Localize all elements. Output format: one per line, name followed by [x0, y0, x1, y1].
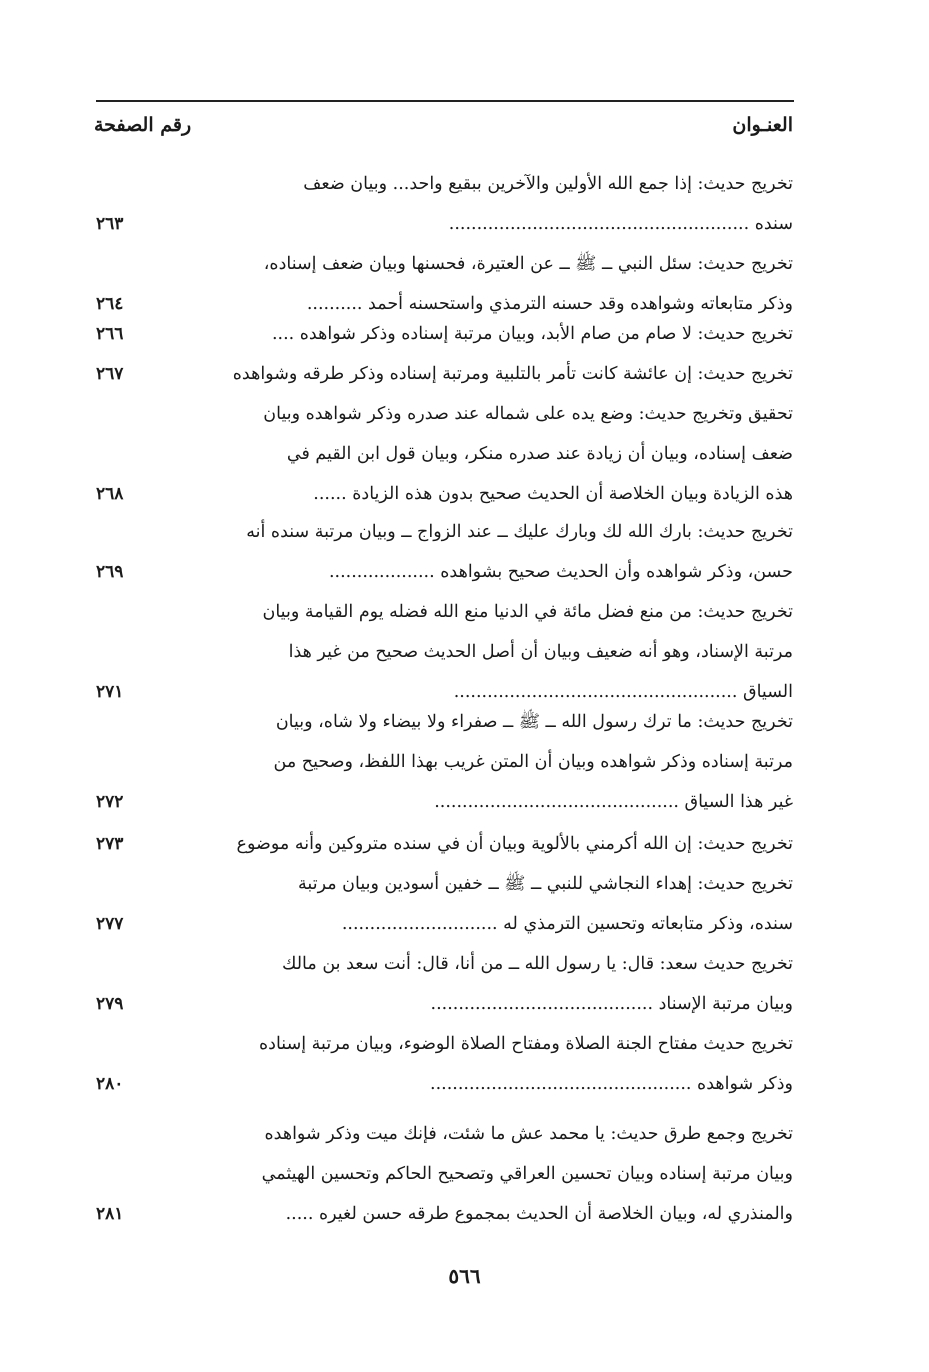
- toc-entry-page: ٢٦٧: [96, 364, 124, 384]
- toc-entry-text: تخريج حديث: بارك الله لك وبارك عليك ــ عند الزواج ــ وبيان مرتبة سنده أنه: [246, 522, 793, 542]
- toc-entry-text: حسن، وذكر شواهده وأن الحديث صحيح بشواهده ...................: [328, 562, 793, 582]
- toc-entry-text: تخريج حديث: من منع فضل مائة في الدنيا منع الله فضله يوم القيامة وبيان: [262, 602, 793, 622]
- toc-entry-page: ٢٨٠: [96, 1074, 124, 1094]
- toc-entry-text: تخريج حديث سعد: قال: يا رسول الله ــ من أنا، قال: أنت سعد بن مالك: [281, 954, 793, 974]
- toc-entry-text: تخريج حديث: سئل النبي ــ ﷺ ــ عن العتيرة، فحسنها وبيان ضعف إسناده،: [263, 254, 793, 274]
- toc-entry-text: تخريج حديث: إذا جمع الله الأولين والآخرين ببقيع واحد... وبيان ضعف: [303, 174, 793, 194]
- toc-entry-text: وذكر شواهده ...............................................: [430, 1074, 793, 1094]
- toc-entry-text: هذه الزيادة وبيان الخلاصة أن الحديث صحيح بدون هذه الزيادة ......: [313, 484, 793, 504]
- toc-entry-text: ضعف إسناده، وبيان أن زيادة عند صدره منكر، وبيان قول ابن القيم في: [286, 444, 793, 464]
- toc-entry-text: والمنذري له، وبيان الخلاصة أن الحديث بمجموع طرقه حسن لغيره .....: [285, 1204, 793, 1224]
- toc-entry-text: تخريج حديث: إن الله أكرمني بالألوية وبيان أن في سنده متروكين وأنه موضوع: [236, 834, 793, 854]
- toc-entry-page: ٢٧٩: [96, 994, 124, 1014]
- toc-entry-text: سنده ......................................................: [448, 214, 793, 234]
- toc-entry-page: ٢٦٨: [96, 484, 124, 504]
- toc-entry-page: ٢٦٣: [96, 214, 124, 234]
- toc-entry-text: غير هذا السياق ............................................: [434, 792, 793, 812]
- column-header-title: العنـوان: [732, 114, 793, 136]
- column-header-page: رقم الصفحة: [94, 114, 192, 136]
- toc-entry-text: تخريج وجمع طرق حديث: يا محمد عش ما شئت، فإنك ميت وذكر شواهده: [264, 1124, 793, 1144]
- toc-entry-page: ٢٧٣: [96, 834, 124, 854]
- toc-entry-text: مرتبة إسناده وذكر شواهده وبيان أن المتن غريب بهذا اللفظ، وصحيح من: [273, 752, 793, 772]
- toc-entry-text: مرتبة الإسناد، وهو أنه ضعيف وبيان أن أصل الحديث صحيح من غير هذا: [288, 642, 793, 662]
- toc-entry-text: وذكر متابعاته وشواهده وقد حسنه الترمذي واستحسنه أحمد ..........: [306, 294, 793, 314]
- toc-entry-page: ٢٦٦: [96, 324, 124, 344]
- toc-entry-page: ٢٧٢: [96, 792, 124, 812]
- toc-entry-text: تحقيق وتخريج حديث: وضع يده على شماله عند صدره وذكر شواهده وبيان: [263, 404, 793, 424]
- page-number: ٥٦٦: [448, 1264, 481, 1288]
- toc-entry-text: تخريج حديث مفتاح الجنة الصلاة ومفتاح الصلاة الوضوء، وبيان مرتبة إسناده: [259, 1034, 793, 1054]
- toc-entry-text: تخريج حديث: ما ترك رسول الله ــ ﷺ ــ صفراء ولا بيضاء ولا شاه، وبيان: [275, 712, 793, 732]
- toc-entry-page: ٢٦٤: [96, 294, 124, 314]
- toc-entry-text: السياق ...................................................: [453, 682, 793, 702]
- toc-entry-text: وبيان مرتبة الإسناد ........................................: [430, 994, 793, 1014]
- toc-entry-text: وبيان مرتبة إسناده وبيان تحسين العراقي وتصحيح الحاكم وتحسين الهيثمي: [261, 1164, 793, 1184]
- toc-entry-page: ٢٧٧: [96, 914, 124, 934]
- toc-entry-page: ٢٨١: [96, 1204, 124, 1224]
- toc-entry-text: تخريج حديث: إن عائشة كانت تأمر بالتلبية ومرتبة إسناده وذكر طرقه وشواهده: [232, 364, 793, 384]
- toc-entry-page: ٢٦٩: [96, 562, 124, 582]
- toc-entry-page: ٢٧١: [96, 682, 124, 702]
- toc-entry-text: سنده، وذكر متابعاته وتحسين الترمذي له ............................: [341, 914, 793, 934]
- toc-entry-text: تخريج حديث: لا صام من صام الأبد، وبيان مرتبة إسناده وذكر شواهده ....: [271, 324, 793, 344]
- toc-entry-text: تخريج حديث: إهداء النجاشي للنبي ــ ﷺ ــ خفين أسودين وبيان مرتبة: [298, 874, 793, 894]
